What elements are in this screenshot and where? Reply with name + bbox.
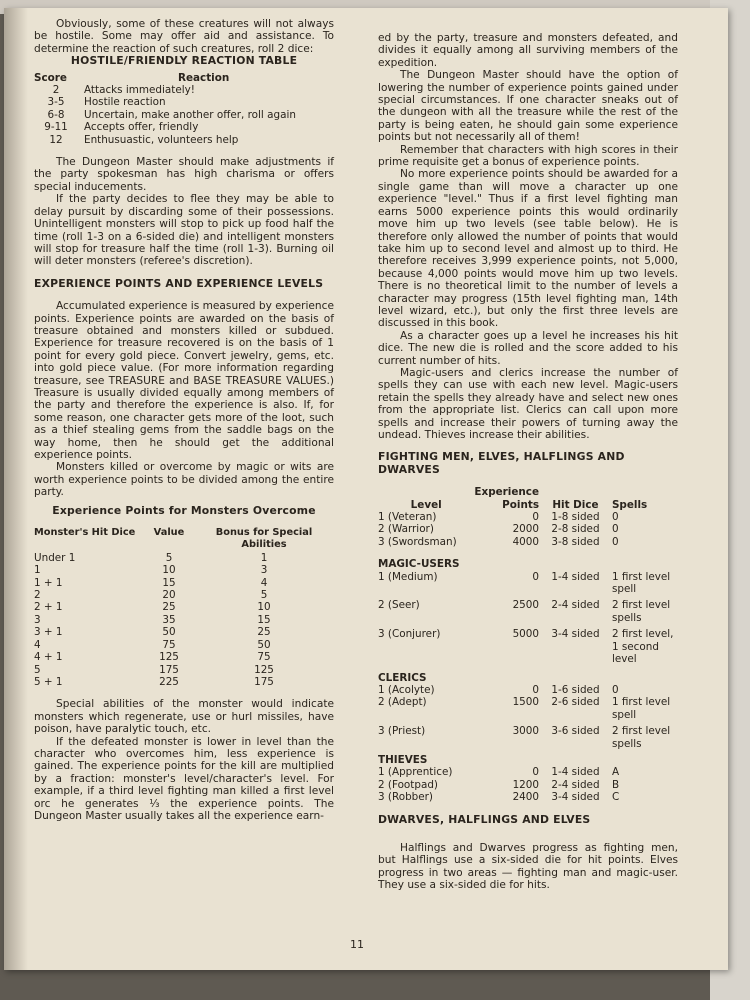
intro-paragraph: Obviously, some of these creatures will not always be hostile. Some may offer aid and assistance. To determine the reaction of such creatures, roll 2 dice: xyxy=(34,18,334,55)
level-cell: 1 (Medium) xyxy=(378,570,438,583)
reaction-table-header xyxy=(34,72,334,84)
table-row xyxy=(34,639,334,651)
spells-cell: 2 first level spells xyxy=(611,725,671,750)
spells-cell: A xyxy=(611,766,620,779)
table-row xyxy=(34,121,334,133)
score-cell: 12 xyxy=(49,133,63,146)
level-cell: 3 (Conjurer) xyxy=(378,628,441,641)
book-page xyxy=(4,8,728,970)
score-cell: 6-8 xyxy=(47,108,65,121)
table-row xyxy=(378,599,678,624)
table-row xyxy=(34,134,334,146)
dwarves-heading: DWARVES, HALFLINGS AND ELVES xyxy=(378,812,591,826)
bonus-cell: 125 xyxy=(254,663,274,676)
bonus-cell: 4 xyxy=(260,576,268,589)
table-row xyxy=(378,725,678,750)
lower-level-paragraph: If the defeated monster is lower in level than the character who overcomes him, less experience is gained. The experience points for the kill are multiplied by a fraction: monster's level/character's level. For example, if a third level fighting man killed a first level orc he generates ⅓ the experience points. The Dungeon Master usually takes all the experience earn- xyxy=(34,735,334,822)
table-row xyxy=(34,614,334,626)
spells-cell: 2 first level, 1 second level xyxy=(611,628,674,666)
spells-cell: 0 xyxy=(611,511,619,524)
table-row xyxy=(378,511,678,523)
table-row xyxy=(34,601,334,613)
experience-points-header: Experience Points xyxy=(474,486,540,511)
monster-xp-table xyxy=(34,527,334,688)
charisma-paragraph: The Dungeon Master should make adjustments if the party spokesman has high charisma or offers special inducements. xyxy=(34,156,334,193)
spells-header: Spells xyxy=(611,498,648,511)
level-table xyxy=(378,486,678,803)
hit-dice-cell: 5 xyxy=(34,663,41,676)
hit-dice-cell: 3-4 sided xyxy=(551,791,600,804)
hit-dice-cell: 1-6 sided xyxy=(551,683,600,696)
table-row xyxy=(34,664,334,676)
spells-cell: 0 xyxy=(611,535,619,548)
hit-dice-cell: Under 1 xyxy=(34,551,76,564)
value-header: Value xyxy=(153,527,185,539)
table-row xyxy=(34,109,334,121)
level-table-header xyxy=(378,486,678,511)
bonus-cell: 175 xyxy=(254,675,274,688)
table-row xyxy=(378,766,678,778)
xp-cell: 1500 xyxy=(512,696,540,709)
hit-dice-paragraph: As a character goes up a level he increases his hit dice. The new die is rolled and the score added to his current number of hits. xyxy=(378,329,678,367)
reaction-header: Reaction xyxy=(178,71,230,84)
hit-dice-cell: 4 + 1 xyxy=(34,651,63,664)
thieves-title: THIEVES xyxy=(378,753,428,766)
special-abilities-paragraph: Special abilities of the monster would indicate monsters which regenerate, use or hurl missiles, have poison, have paralytic touch, etc. xyxy=(34,698,334,736)
level-cell: 3 (Priest) xyxy=(378,725,426,738)
reaction-cell: Accepts offer, friendly xyxy=(84,121,199,134)
hit-dice-cell: 3 xyxy=(34,613,41,626)
spells-cell: 1 first level spell xyxy=(611,696,671,721)
bonus-cell: 3 xyxy=(260,564,268,577)
spells-cell: 2 first level spells xyxy=(611,599,671,624)
xp-cell: 0 xyxy=(532,511,540,524)
reaction-cell: Uncertain, make another offer, roll again xyxy=(84,108,296,121)
level-cell: 2 (Adept) xyxy=(378,696,427,709)
hit-dice-cell: 2-4 sided xyxy=(551,599,600,612)
hit-dice-header: Hit Dice xyxy=(552,498,599,511)
level-cell: 2 (Warrior) xyxy=(378,523,434,536)
value-cell: 20 xyxy=(162,589,176,602)
spells-cell: 0 xyxy=(611,683,619,696)
bonus-header: Bonus for Special Abilities xyxy=(215,527,313,551)
dwarves-paragraph: Halflings and Dwarves progress as fighting men, but Halflings use a six-sided die for hit points. Elves progress in two areas — fighting man and magic-user. They use a six-sided die for hits. xyxy=(378,841,678,892)
value-cell: 125 xyxy=(159,651,179,664)
table-row xyxy=(34,564,334,576)
hit-dice-cell: 1-4 sided xyxy=(551,766,600,779)
fighters-heading: FIGHTING MEN, ELVES, HALFLINGS AND DWARVES xyxy=(378,450,625,476)
value-cell: 175 xyxy=(159,663,179,676)
xp-cell: 2000 xyxy=(512,523,540,536)
clerics-title: CLERICS xyxy=(378,671,427,684)
value-cell: 25 xyxy=(162,601,176,614)
magic-users-title: MAGIC-USERS xyxy=(378,558,460,571)
table-row xyxy=(378,684,678,696)
table-row xyxy=(378,536,678,548)
spells-cell: B xyxy=(611,778,620,791)
xp-cell: 0 xyxy=(532,766,540,779)
table-row xyxy=(34,589,334,601)
table-row xyxy=(378,628,678,665)
score-cell: 9-11 xyxy=(44,121,68,134)
xp-cell: 2400 xyxy=(512,791,540,804)
spells-paragraph: Magic-users and clerics increase the number of spells they can use with each new level. Magic-users retain the spells they already have and select new ones from the appropriate list. Clerics can call upon more spells and increase their powers of turning away the undead. Thieves increase their abilities. xyxy=(378,366,678,441)
level-cell: 1 (Acolyte) xyxy=(378,683,435,696)
spells-cell: C xyxy=(611,791,620,804)
max-xp-paragraph: No more experience points should be awarded for a single game than will move a character up one experience "level." Thus if a first level fighting man earns 5000 experience points this would ordinarily move him up two levels (see table below). He is therefore only allowed the number of points that would take him up to second level and almost up to third. He therefore receives 3,999 experience points, not 5,000, because 4,000 points would move him up two levels. There is no theoretical limit to the number of levels a character may progress (15th level fighting man, 14th level wizard, etc.), but only the first three levels are discussed in this book. xyxy=(378,168,678,330)
table-row xyxy=(378,571,678,596)
value-cell: 35 xyxy=(162,613,176,626)
hit-dice-cell: 3-4 sided xyxy=(551,628,600,641)
hit-dice-cell: 2-8 sided xyxy=(551,523,600,536)
monster-table-title: Experience Points for Monsters Overcome xyxy=(52,503,316,517)
table-row xyxy=(34,96,334,108)
level-cell: 1 (Apprentice) xyxy=(378,766,453,779)
table-row xyxy=(34,676,334,688)
value-cell: 15 xyxy=(162,576,176,589)
spine-shadow xyxy=(4,8,28,970)
magic-users-title-row xyxy=(378,558,678,570)
level-cell: 3 (Swordsman) xyxy=(378,535,457,548)
score-cell: 2 xyxy=(52,84,60,97)
magic-kill-paragraph: Monsters killed or overcome by magic or wits are worth experience points to be divided among the entire party. xyxy=(34,461,334,499)
bonus-cell: 10 xyxy=(257,601,271,614)
table-row xyxy=(34,552,334,564)
score-cell: 3-5 xyxy=(47,96,65,109)
value-cell: 5 xyxy=(165,551,173,564)
hit-dice-cell: 4 xyxy=(34,638,41,651)
left-column xyxy=(34,18,334,822)
hit-dice-cell: 5 + 1 xyxy=(34,675,63,688)
flee-paragraph: If the party decides to flee they may be able to delay pursuit by discarding some of their possessions. Unintelligent monsters will stop to pick up food half the time (roll 1-3 on a 6-sided die) and intelligent monsters will stop for treasure half the time (roll 1-3). Burning oil will deter monsters (referee's discretion). xyxy=(34,193,334,268)
bonus-cell: 1 xyxy=(260,551,268,564)
level-cell: 2 (Seer) xyxy=(378,599,420,612)
value-cell: 10 xyxy=(162,564,176,577)
hit-dice-cell: 1-8 sided xyxy=(551,511,600,524)
level-header: Level xyxy=(410,498,442,511)
level-cell: 1 (Veteran) xyxy=(378,511,437,524)
table-row xyxy=(378,791,678,803)
hit-dice-cell: 2 xyxy=(34,589,41,602)
hit-dice-cell: 2 + 1 xyxy=(34,601,63,614)
table-row xyxy=(34,84,334,96)
spells-cell: 1 first level spell xyxy=(611,570,671,596)
xp-cell: 3000 xyxy=(512,725,540,738)
reaction-cell: Enthusuastic, volunteers help xyxy=(84,133,239,146)
hit-dice-cell: 3 + 1 xyxy=(34,626,63,639)
right-column xyxy=(378,32,678,892)
bonus-cell: 75 xyxy=(257,651,271,664)
reaction-cell: Hostile reaction xyxy=(84,96,166,109)
reaction-table xyxy=(34,72,334,146)
level-cell: 2 (Footpad) xyxy=(378,778,438,791)
score-header: Score xyxy=(34,71,67,84)
value-cell: 50 xyxy=(162,626,176,639)
bonus-cell: 5 xyxy=(260,589,268,602)
table-row xyxy=(378,696,678,721)
clerics-title-row xyxy=(378,672,678,684)
xp-cell: 5000 xyxy=(512,628,540,641)
hit-dice-cell: 2-4 sided xyxy=(551,778,600,791)
thieves-title-row xyxy=(378,754,678,766)
reaction-cell: Attacks immediately! xyxy=(84,84,195,97)
xp-cell: 1200 xyxy=(512,778,540,791)
page-number: 11 xyxy=(350,938,364,951)
xp-section-heading: EXPERIENCE POINTS AND EXPERIENCE LEVELS xyxy=(34,276,324,290)
hit-dice-cell: 1 + 1 xyxy=(34,576,63,589)
table-row xyxy=(378,779,678,791)
hit-dice-header: Monster's Hit Dice xyxy=(34,527,136,539)
table-row xyxy=(34,577,334,589)
bonus-cell: 50 xyxy=(257,638,271,651)
hit-dice-cell: 1-4 sided xyxy=(551,570,600,583)
xp-cell: 2500 xyxy=(512,599,540,612)
xp-cell: 4000 xyxy=(512,535,540,548)
spells-cell: 0 xyxy=(611,523,619,536)
value-cell: 225 xyxy=(159,675,179,688)
table-row xyxy=(378,523,678,535)
reaction-table-title: HOSTILE/FRIENDLY REACTION TABLE xyxy=(70,54,298,68)
value-cell: 75 xyxy=(162,638,176,651)
hit-dice-cell: 2-6 sided xyxy=(551,696,600,709)
continued-paragraph: ed by the party, treasure and monsters defeated, and divides it equally among all surviving members of the expedition. xyxy=(378,32,678,69)
level-cell: 3 (Robber) xyxy=(378,791,433,804)
hit-dice-cell: 1 xyxy=(34,564,41,577)
xp-cell: 0 xyxy=(532,683,540,696)
accumulated-paragraph: Accumulated experience is measured by experience points. Experience points are awarded on the basis of treasure obtained and monsters killed or subdued. Experience for treasure recovered is on the basis of 1 point for every gold piece. Convert jewelry, gems, etc. into gold piece value. (For more information regarding treasure, see TREASURE and BASE TREASURE VALUES.) Treasure is usually divided equally among members of the party and therefore the experience is also. If, for some reason, one character gets more of the loot, such as a thief stealing gems from the saddle bags on the way home, then he should get the additional experience points. xyxy=(34,300,334,461)
option-paragraph: The Dungeon Master should have the option of lowering the number of experience points gained under special circumstances. If one character sneaks out of the dungeon with all the treasure while the rest of the party is being eaten, he should gain some experience points but not necessarily all of them! xyxy=(378,69,678,144)
table-row xyxy=(34,626,334,638)
table-row xyxy=(34,651,334,663)
xp-cell: 0 xyxy=(532,570,540,583)
prime-requisite-paragraph: Remember that characters with high scores in their prime requisite get a bonus of experience points. xyxy=(378,143,678,169)
monster-table-header xyxy=(34,527,334,552)
hit-dice-cell: 3-6 sided xyxy=(551,725,600,738)
bonus-cell: 15 xyxy=(257,613,271,626)
bonus-cell: 25 xyxy=(257,626,271,639)
hit-dice-cell: 3-8 sided xyxy=(551,535,600,548)
